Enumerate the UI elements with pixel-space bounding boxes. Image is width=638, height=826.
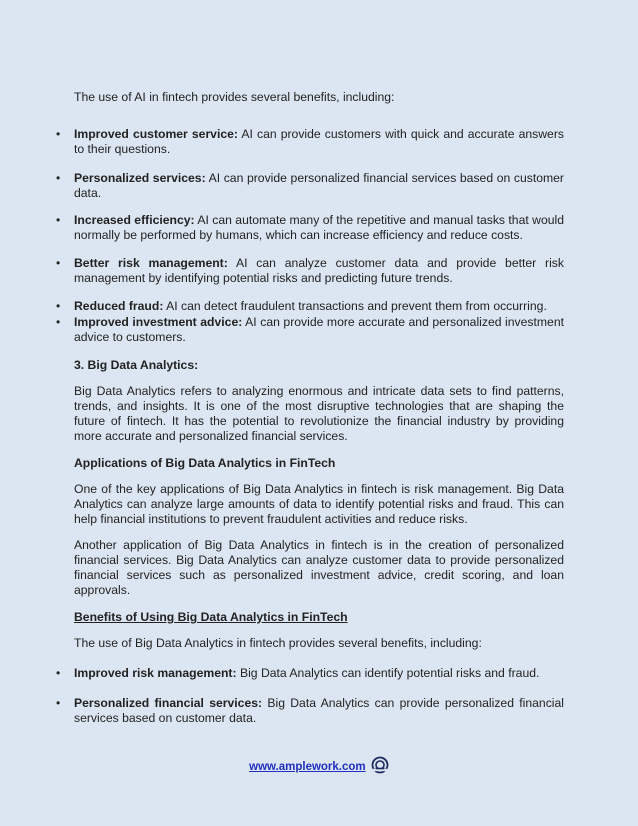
list-item-text: AI can detect fraudulent transactions and prevent them from occurring.: [163, 299, 547, 313]
list-item-text: AI can provide personalized financial services based on customer data.: [74, 171, 564, 200]
bullet-icon: •: [56, 213, 61, 227]
list-item-text: Big Data Analytics can provide personalized financial services based on customer data.: [74, 696, 564, 725]
list-item-title: Reduced fraud:: [74, 299, 164, 313]
list-item-text: AI can automate many of the repetitive and manual tasks that would normally be performed by humans, which can increase efficiency and reduce costs.: [74, 213, 564, 242]
list-item: [56, 171, 564, 201]
section-paragraph: Big Data Analytics refers to analyzing enormous and intricate data sets to find patterns, trends, and insights. It is one of the most disruptive technologies that are shaping the future of fintech. It has the potential to revolutionize the financial industry by providing more accurate and personalized financial services.: [74, 384, 564, 443]
list-item-title: Better risk management:: [74, 256, 228, 270]
list-item-title: Increased efficiency:: [74, 213, 195, 227]
ai-benefits-intro: The use of AI in fintech provides several benefits, including:: [74, 90, 395, 104]
applications-paragraph: Another application of Big Data Analytics in fintech is in the creation of personalized financial services. Big Data Analytics can analyze customer data to provide personalized financial services such as personalized investment advice, credit scoring, and loan approvals.: [74, 538, 564, 597]
bullet-icon: •: [56, 299, 61, 313]
subsection-heading: Benefits of Using Big Data Analytics in FinTech: [74, 610, 348, 624]
website-link[interactable]: www.amplework.com: [249, 761, 366, 773]
amplework-logo-icon: [371, 756, 389, 777]
list-item: [56, 127, 564, 157]
list-item-title: Improved investment advice:: [74, 315, 243, 329]
list-item-text: AI can provide customers with quick and accurate answers to their questions.: [74, 127, 564, 156]
list-item-text: Big Data Analytics can identify potential risks and fraud.: [236, 666, 540, 680]
list-item: [56, 256, 564, 286]
bullet-icon: •: [56, 127, 61, 141]
bullet-icon: •: [56, 171, 61, 185]
list-item-text: AI can provide more accurate and personalized investment advice to customers.: [74, 315, 564, 344]
bda-benefits-intro: The use of Big Data Analytics in fintech provides several benefits, including:: [74, 636, 482, 650]
bullet-icon: •: [56, 315, 61, 329]
list-item-title: Improved risk management:: [74, 666, 237, 680]
list-item-title: Improved customer service:: [74, 127, 238, 141]
list-item-text: AI can analyze customer data and provide better risk management by identifying potential risks and predicting future trends.: [74, 256, 564, 285]
list-item: [56, 666, 564, 681]
bullet-icon: •: [56, 256, 61, 270]
page-footer: [0, 756, 638, 777]
subsection-heading: Applications of Big Data Analytics in FinTech: [74, 456, 336, 470]
list-item-title: Personalized services:: [74, 171, 206, 185]
list-item: [56, 696, 564, 726]
bullet-icon: •: [56, 666, 61, 680]
list-item: [56, 299, 564, 314]
bullet-icon: •: [56, 696, 61, 710]
list-item: [56, 213, 564, 243]
applications-paragraph: One of the key applications of Big Data Analytics in fintech is risk management. Big Data Analytics can analyze large amounts of data to identify potential risks and fraud. This can help financial institutions to prevent fraudulent activities and reduce risks.: [74, 482, 564, 526]
list-item: [56, 315, 564, 345]
list-item-title: Personalized financial services:: [74, 696, 263, 710]
section-heading: 3. Big Data Analytics:: [74, 358, 199, 372]
